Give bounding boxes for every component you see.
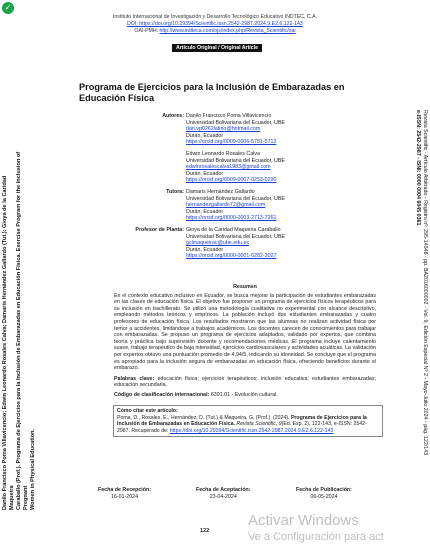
author-institution: Universidad Bolivariana del Ecuador, UBE <box>186 233 285 240</box>
authors-block <box>135 113 376 265</box>
header-doi-link[interactable]: DOI: https://doi.org/10.29394/Scientific.issn.2542-2987.2024.9.E2.6.122-143 <box>127 21 303 27</box>
date-published: Fecha de Publicación: 06-05-2024 <box>296 487 352 500</box>
author-name: Gioya de la Caridad Maqueira Caraballo <box>186 226 281 233</box>
author-institution: Universidad Bolivariana del Ecuador, UBE <box>186 157 285 164</box>
author-orcid-link[interactable]: https://orcid.org/0000-0001-6282-3027 <box>186 253 277 260</box>
citation-heading: Cómo citar este artículo: <box>117 408 178 414</box>
page-number: 122 <box>200 528 210 534</box>
author-city: Durán, Ecuador <box>186 132 224 139</box>
author-email-link[interactable]: gclmaqueirac@ube.edu.ec <box>186 240 250 247</box>
header-doi <box>0 21 430 28</box>
abstract-text: En el contexto educativo inclusivo en Ecuador, se busca mejorar la participación de estudiantes embarazadas en las clases de educación física. El objetivo fue proponer un programa de ejercicios físicos terapéuticos para su inclusión en bachillerato. Se utilizó una metodología cualitativa no experimental con alcance descriptivo, empleando métodos teóricos y empíricos. La población incluyó dos estudiantes embarazadas y cuatro profesores de educación física. Los resultados mostraron que las alumnas no realizan actividad física por temor a accidentes, limitándose a trabajos académicos. Los docentes carecen de conocimientos para trabajar con embarazadas. Se propuso un programa de ejercicios adaptados, validado por expertos, que combina teoría y práctica bajo supervisión docente y recomendaciones médicas. El programa incluye calentamiento suave, trabajo terapéutico de baja intensidad, ejercicios cardiovasculares y actividades acuáticas. La validación por expertos obtuvo una puntuación promedio de 4,94/5, indicando su idoneidad. Se concluye que el programa es apropiado para la inclusión segura de embarazadas en educación física, ofreciendo beneficios durante el embarazo. <box>114 292 376 372</box>
abstract-section <box>114 284 376 399</box>
author-entry <box>162 113 376 146</box>
author-institution: Universidad Bolivariana del Ecuador, UBE <box>186 195 285 202</box>
author-role: Autores: <box>162 113 184 119</box>
header-oai: OAI-PMH: http://www.indteca.com/ojs/index.php/Revista_Scientific/oai <box>134 28 296 34</box>
author-entry <box>186 151 376 184</box>
classification-code: Código de clasificación internacional: 6301.01 - Evolución cultural. <box>114 391 278 398</box>
header-institute: Instituto Internacional de Investigación y Desarrollo Tecnológico Educativo INDTEC, C.A. <box>112 14 318 20</box>
header-oai-link[interactable]: http://www.indteca.com/ojs/index.php/Revista_Scientific/oai <box>159 28 296 34</box>
windows-activation-watermark: Activar Windows Ve a Configuración para act <box>248 512 384 543</box>
author-orcid-link[interactable]: https://orcid.org/0009-0006-5781-5712 <box>186 139 277 146</box>
author-name: Edwin Leonardo Rosales Calva <box>186 150 260 157</box>
author-entry <box>166 188 376 222</box>
author-name: Damaris Hernández Gallardo <box>186 188 255 195</box>
article-type-badge: Artículo Original / Original Article <box>172 44 262 52</box>
keywords: Palabras clave: educación física; ejercicios terapéuticos; inclusión educativa; estudiantes embarazadas; educación secundaria. <box>114 375 376 389</box>
author-entry <box>135 226 376 260</box>
author-city: Durán, Ecuador <box>186 246 224 253</box>
author-role: Tutora: <box>166 188 184 195</box>
author-email-link[interactable]: edwinrosalescalva1983@gmail.com <box>186 164 271 171</box>
author-city: Durán, Ecuador <box>186 170 224 177</box>
author-institution: Universidad Bolivariana del Ecuador, UBE <box>186 119 285 126</box>
journal-header <box>0 14 430 35</box>
citation-text: Poma, D., Rosales, E., Hernández, D. (Tut.) & Maqueira, G. (Prof.). (2024). Programa de Ejercicios para la Inclusión de Embarazadas en Educación Física. Revista Scientific, 9(Ed. Esp. 2), 122-143, e-ISSN: 2542-2987. Recuperado de: https://doi.org/10.29394/Scientific.issn.2542-2987.2024.9.E2.6.122-143 <box>117 414 367 434</box>
author-orcid-link[interactable]: https://orcid.org/0000-0003-2713-7261 <box>186 215 277 222</box>
citation-box <box>113 405 383 437</box>
article-title: Programa de Ejercicios para la Inclusión de Embarazadas en Educación Física <box>79 82 345 103</box>
date-accepted: Fecha de Aceptación: 23-04-2024 <box>196 487 251 500</box>
abstract-heading: Resumen <box>233 284 257 290</box>
left-margin-citation: Danilo Francisco Poma Villavicencio; Edwin Leonardo Rosales Calva; Damaris Hernández Gallardo (Tut.); Gioya de la Caridad Maqueira Caraballo (Prof.). Programa de Ejercicios para la Inclusión de Embarazadas en Educación Física. Exercise Program for the Inclusion of Pregnant Women in Physical Education. <box>2 151 36 510</box>
author-email-link[interactable]: dan.vp0262latino@hotmail.com <box>186 126 261 133</box>
author-role: Profesor de Planta: <box>135 226 184 233</box>
right-margin-journal-info: Revista Scientific - Artículo Arbitrado - Registro nº: 295-14548 - pp. BA2016000002 - Vol. 9, Edición Especial Nº 2 - Mayo-Julio 2024 - pág. 122/143 e-ISSN: 2542-2987 - ISNI: 0000 0004 6045 0361 <box>415 110 428 456</box>
open-access-icon: ✓ <box>2 2 14 14</box>
author-city: Durán, Ecuador <box>186 208 224 215</box>
citation-link[interactable]: https://doi.org/10.29394/Scientific.issn.2542-2987.2024.9.E2.6.122-143 <box>169 427 334 434</box>
author-email-link[interactable]: hernandezgallardo72@gmail.com <box>186 202 266 209</box>
author-orcid-link[interactable]: https://orcid.org/0009-0007-0253-0290 <box>186 177 277 184</box>
date-received: Fecha de Recepción: 16-01-2024 <box>98 487 151 500</box>
author-name: Danilo Francisco Poma Villavicencio <box>186 113 272 119</box>
